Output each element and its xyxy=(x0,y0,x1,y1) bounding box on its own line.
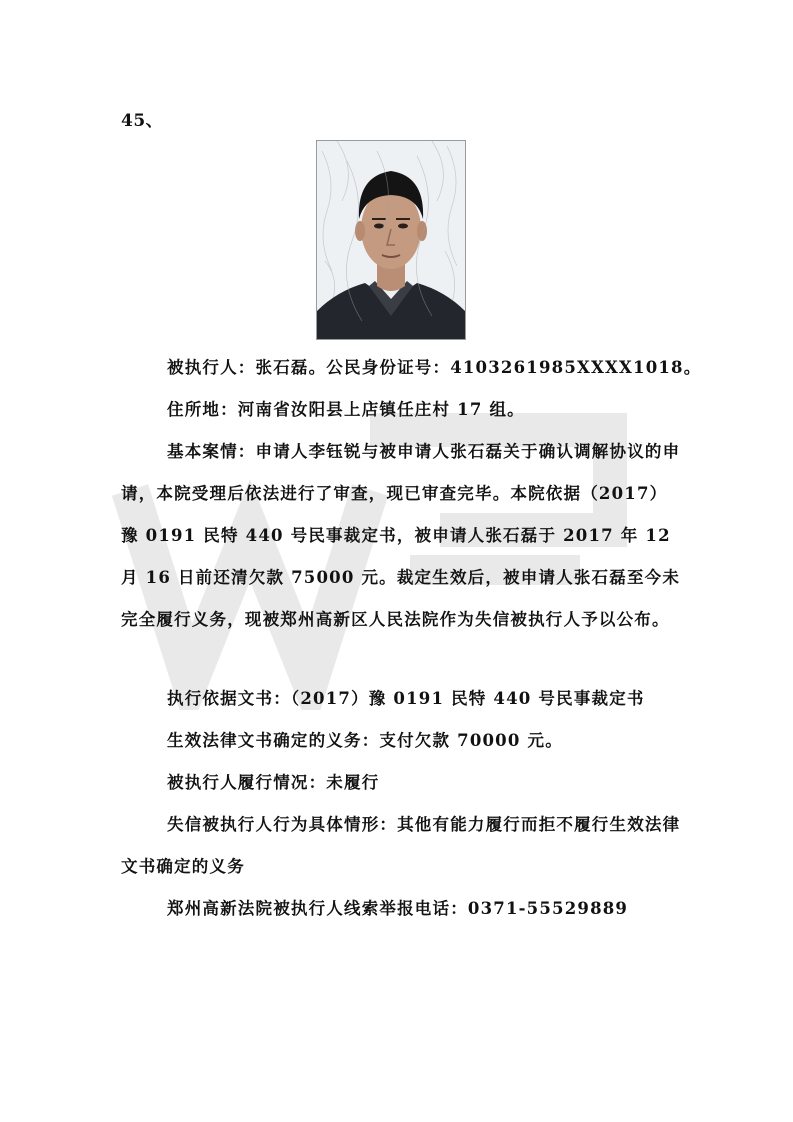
debtor-address: 住所地：河南省汝阳县上店镇任庄村 17 组。 xyxy=(167,400,525,419)
person-photo xyxy=(316,140,466,340)
case-summary: 基本案情：申请人李钰锐与被申请人张石磊关于确认调解协议的申请，本院受理后依法进行了审查，现已审查完毕。本院依据（2017）豫 0191 民特 440 号民事裁定书，被申请人张石磊于 2017 年 12 月 16 日前还清欠款 75000 元。裁定生效后，被申请人张石磊至今未完全履行义务，现被郑州高新区人民法院作为失信被执行人予以公布。 xyxy=(121,442,681,629)
report-hotline: 郑州高新法院被执行人线索举报电话：0371-55529889 xyxy=(167,899,629,918)
default-circumstance: 失信被执行人行为具体情形：其他有能力履行而拒不履行生效法律文书确定的义务 xyxy=(121,815,681,876)
enforcement-basis: 执行依据文书：（2017）豫 0191 民特 440 号民事裁定书 xyxy=(167,689,645,708)
debtor-info: 被执行人：张石磊。公民身份证号：4103261985XXXX1018。 xyxy=(167,358,702,377)
entry-number: 45、 xyxy=(121,111,164,131)
portrait-image xyxy=(317,141,465,339)
legal-obligation: 生效法律文书确定的义务：支付欠款 70000 元。 xyxy=(167,731,563,750)
performance-status: 被执行人履行情况：未履行 xyxy=(167,773,380,792)
